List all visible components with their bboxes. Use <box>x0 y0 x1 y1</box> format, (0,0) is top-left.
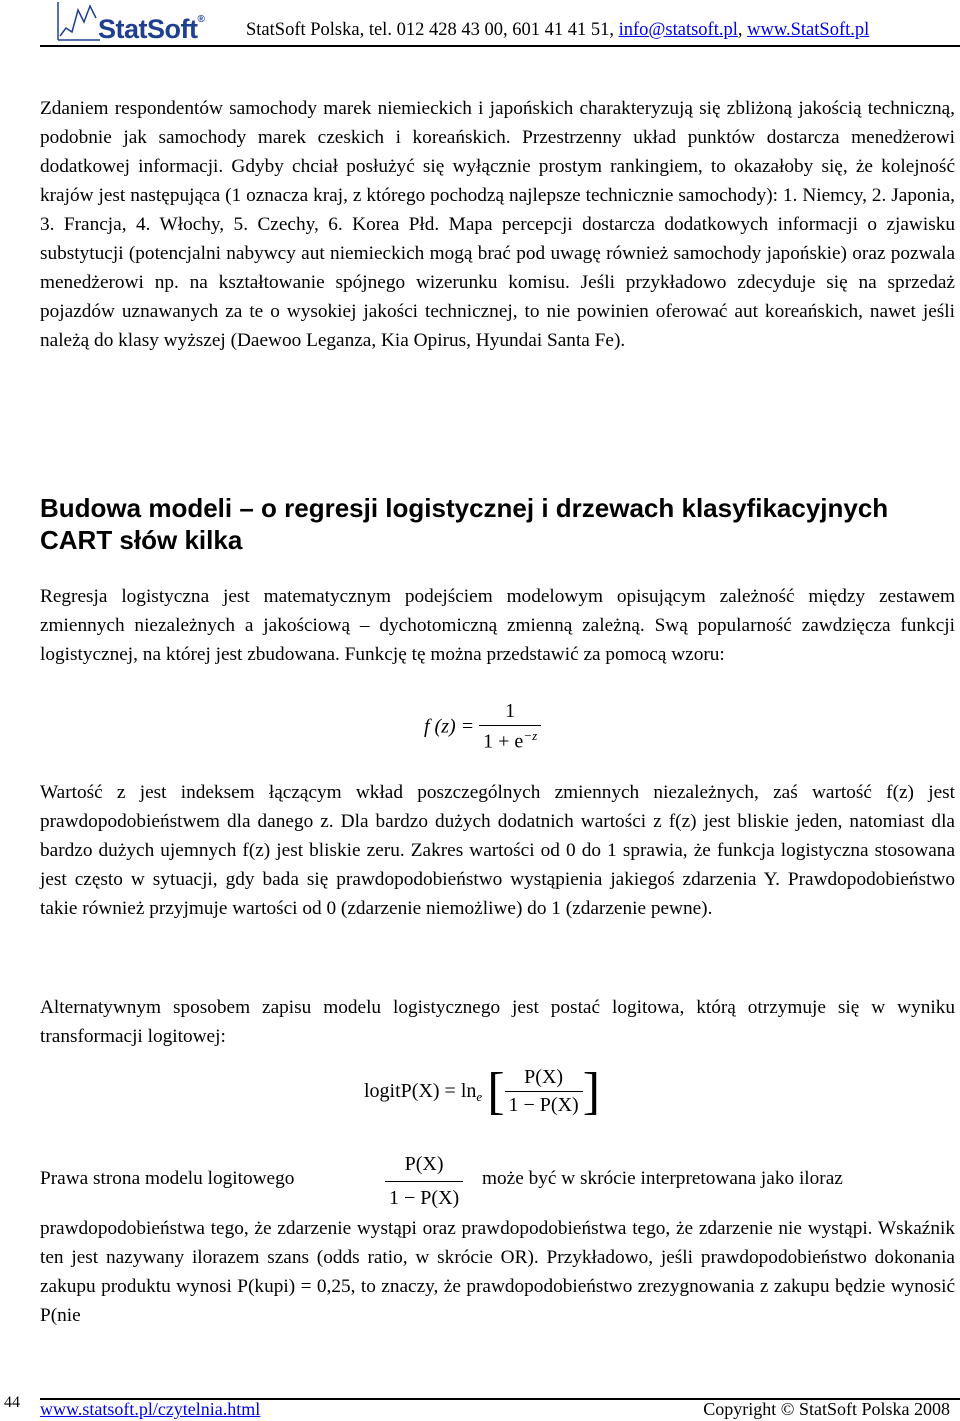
paragraph-odds-ratio: prawdopodobieństwa tego, że zdarzenie wystąpi oraz prawdopodobieństwa tego, że zdarzenie nie wystąpi. Wskaźnik ten jest nazywany ilorazem szans (odds ratio, w skrócie OR). Przykładowo, jeśli prawdopodobieństwo dokonania zakupu produktu wynosi P(kupi) = 0,25, to znaczy, że prawdopodobieństwo zrezygnowania z zakupu będzie wynosić P(nie <box>40 1218 955 1326</box>
paragraph-right-side: Prawa strona modelu logitowego $\frac{P(X)}{1 - P(X)}$ może być w skrócie interpretowana jako iloraz <box>40 1150 955 1210</box>
section-heading: Budowa modeli – o regresji logistycznej i drzewach klasyfikacyjnych CART słów kilka <box>40 493 889 555</box>
statsoft-logo: StatSoft® <box>98 14 205 44</box>
page-number: 44 <box>4 1394 20 1411</box>
footer-copyright: Copyright © StatSoft Polska 2008 <box>703 1399 950 1419</box>
paragraph-logistic-explanation: Wartość z jest indeksem łączącym wkład poszczególnych zmiennych niezależnych, zaś wartość f(z) jest prawdopodobieństwem dla danego z. Dla bardzo dużych dodatnich wartości z f(z) jest bliskie jeden, natomiast dla bardzo dużych ujemnych f(z) jest bliskie zeru. Zakres wartości od 0 do 1 sprawia, że funkcja logistyczna stosowana jest często w sytuacji, gdy bada się prawdopodobieństwo wystąpienia jakiegoś zdarzenia Y. Prawdopodobieństwo takie również przyjmuje wartości od 0 (zdarzenie niemożliwe) do 1 (zdarzenie pewne). <box>40 782 955 919</box>
header-contact: StatSoft Polska, tel. 012 428 43 00, 601 41 41 51, info@statsoft.pl, www.StatSoft.pl <box>246 20 870 40</box>
logit-formula: logitP(X) = $\ln_e$ [ $\frac{P(X)}{1 - P(X)}$ ] <box>364 1063 601 1120</box>
email-link[interactable]: info@statsoft.pl <box>618 20 738 40</box>
header-divider <box>40 45 960 47</box>
paragraph-perception-map: Zdaniem respondentów samochody marek niemieckich i japońskich charakteryzują się zbliżoną jakością techniczną, podobnie jak samochody marek czeskich i koreańskich. Przestrzenny układ punktów dostarcza menedżerowi dodatkowej informacji. Gdyby chciał posłużyć się wyłącznie prostym rankingiem, to okazałoby się, że kolejność krajów jest następująca (1 oznacza kraj, z którego pochodzą najlepsze technicznie samochody): 1. Niemcy, 2. Japonia, 3. Francja, 4. Włochy, 5. Czechy, 6. Korea Płd. Mapa percepcji dostarcza dodatkowych informacji o zjawisku substytucji (potencjalni nabywcy aut niemieckich mogą brać pod uwagę również samochody japońskie) oraz pozwala menedżerowi np. na kształtowanie spójnego wizerunku komisu. Jeśli przykładowo zdecyduje się na sprzedaż pojazdów uznawanych za te o wysokiej jakości technicznej, to nie powinien oferować aut koreańskich, nawet jeśli należą do klasy wyższej (Daewoo Leganza, Kia Opirus, Hyundai Santa Fe). <box>40 98 955 351</box>
paragraph-logistic-intro: Regresja logistyczna jest matematycznym podejściem modelowym opisującym zależność między zestawem zmiennych niezależnych a jakościową – dychotomiczną zmienną zależną. Swą popularność zawdzięcza funkcji logistycznej, na której jest zbudowana. Funkcję tę można przedstawić za pomocą wzoru: <box>40 586 955 665</box>
odds-fraction: $\frac{P(X)}{1 - P(X)}$ <box>385 1150 463 1213</box>
page-header <box>0 0 960 46</box>
contact-text: StatSoft Polska, tel. 012 428 43 00, 601 41 41 51, <box>246 20 619 40</box>
paragraph-logit-intro: Alternatywnym sposobem zapisu modelu logistycznego jest postać logitowa, którą otrzymuje się w wyniku transformacji logitowej: <box>40 997 955 1047</box>
website-link[interactable]: www.StatSoft.pl <box>747 20 870 40</box>
statsoft-logo-icon <box>56 2 100 42</box>
logistic-formula: f (z) = $\frac{1}{1 + e^{-z}}$ <box>424 700 541 754</box>
footer-link[interactable]: www.statsoft.pl/czytelnia.html <box>40 1399 261 1419</box>
